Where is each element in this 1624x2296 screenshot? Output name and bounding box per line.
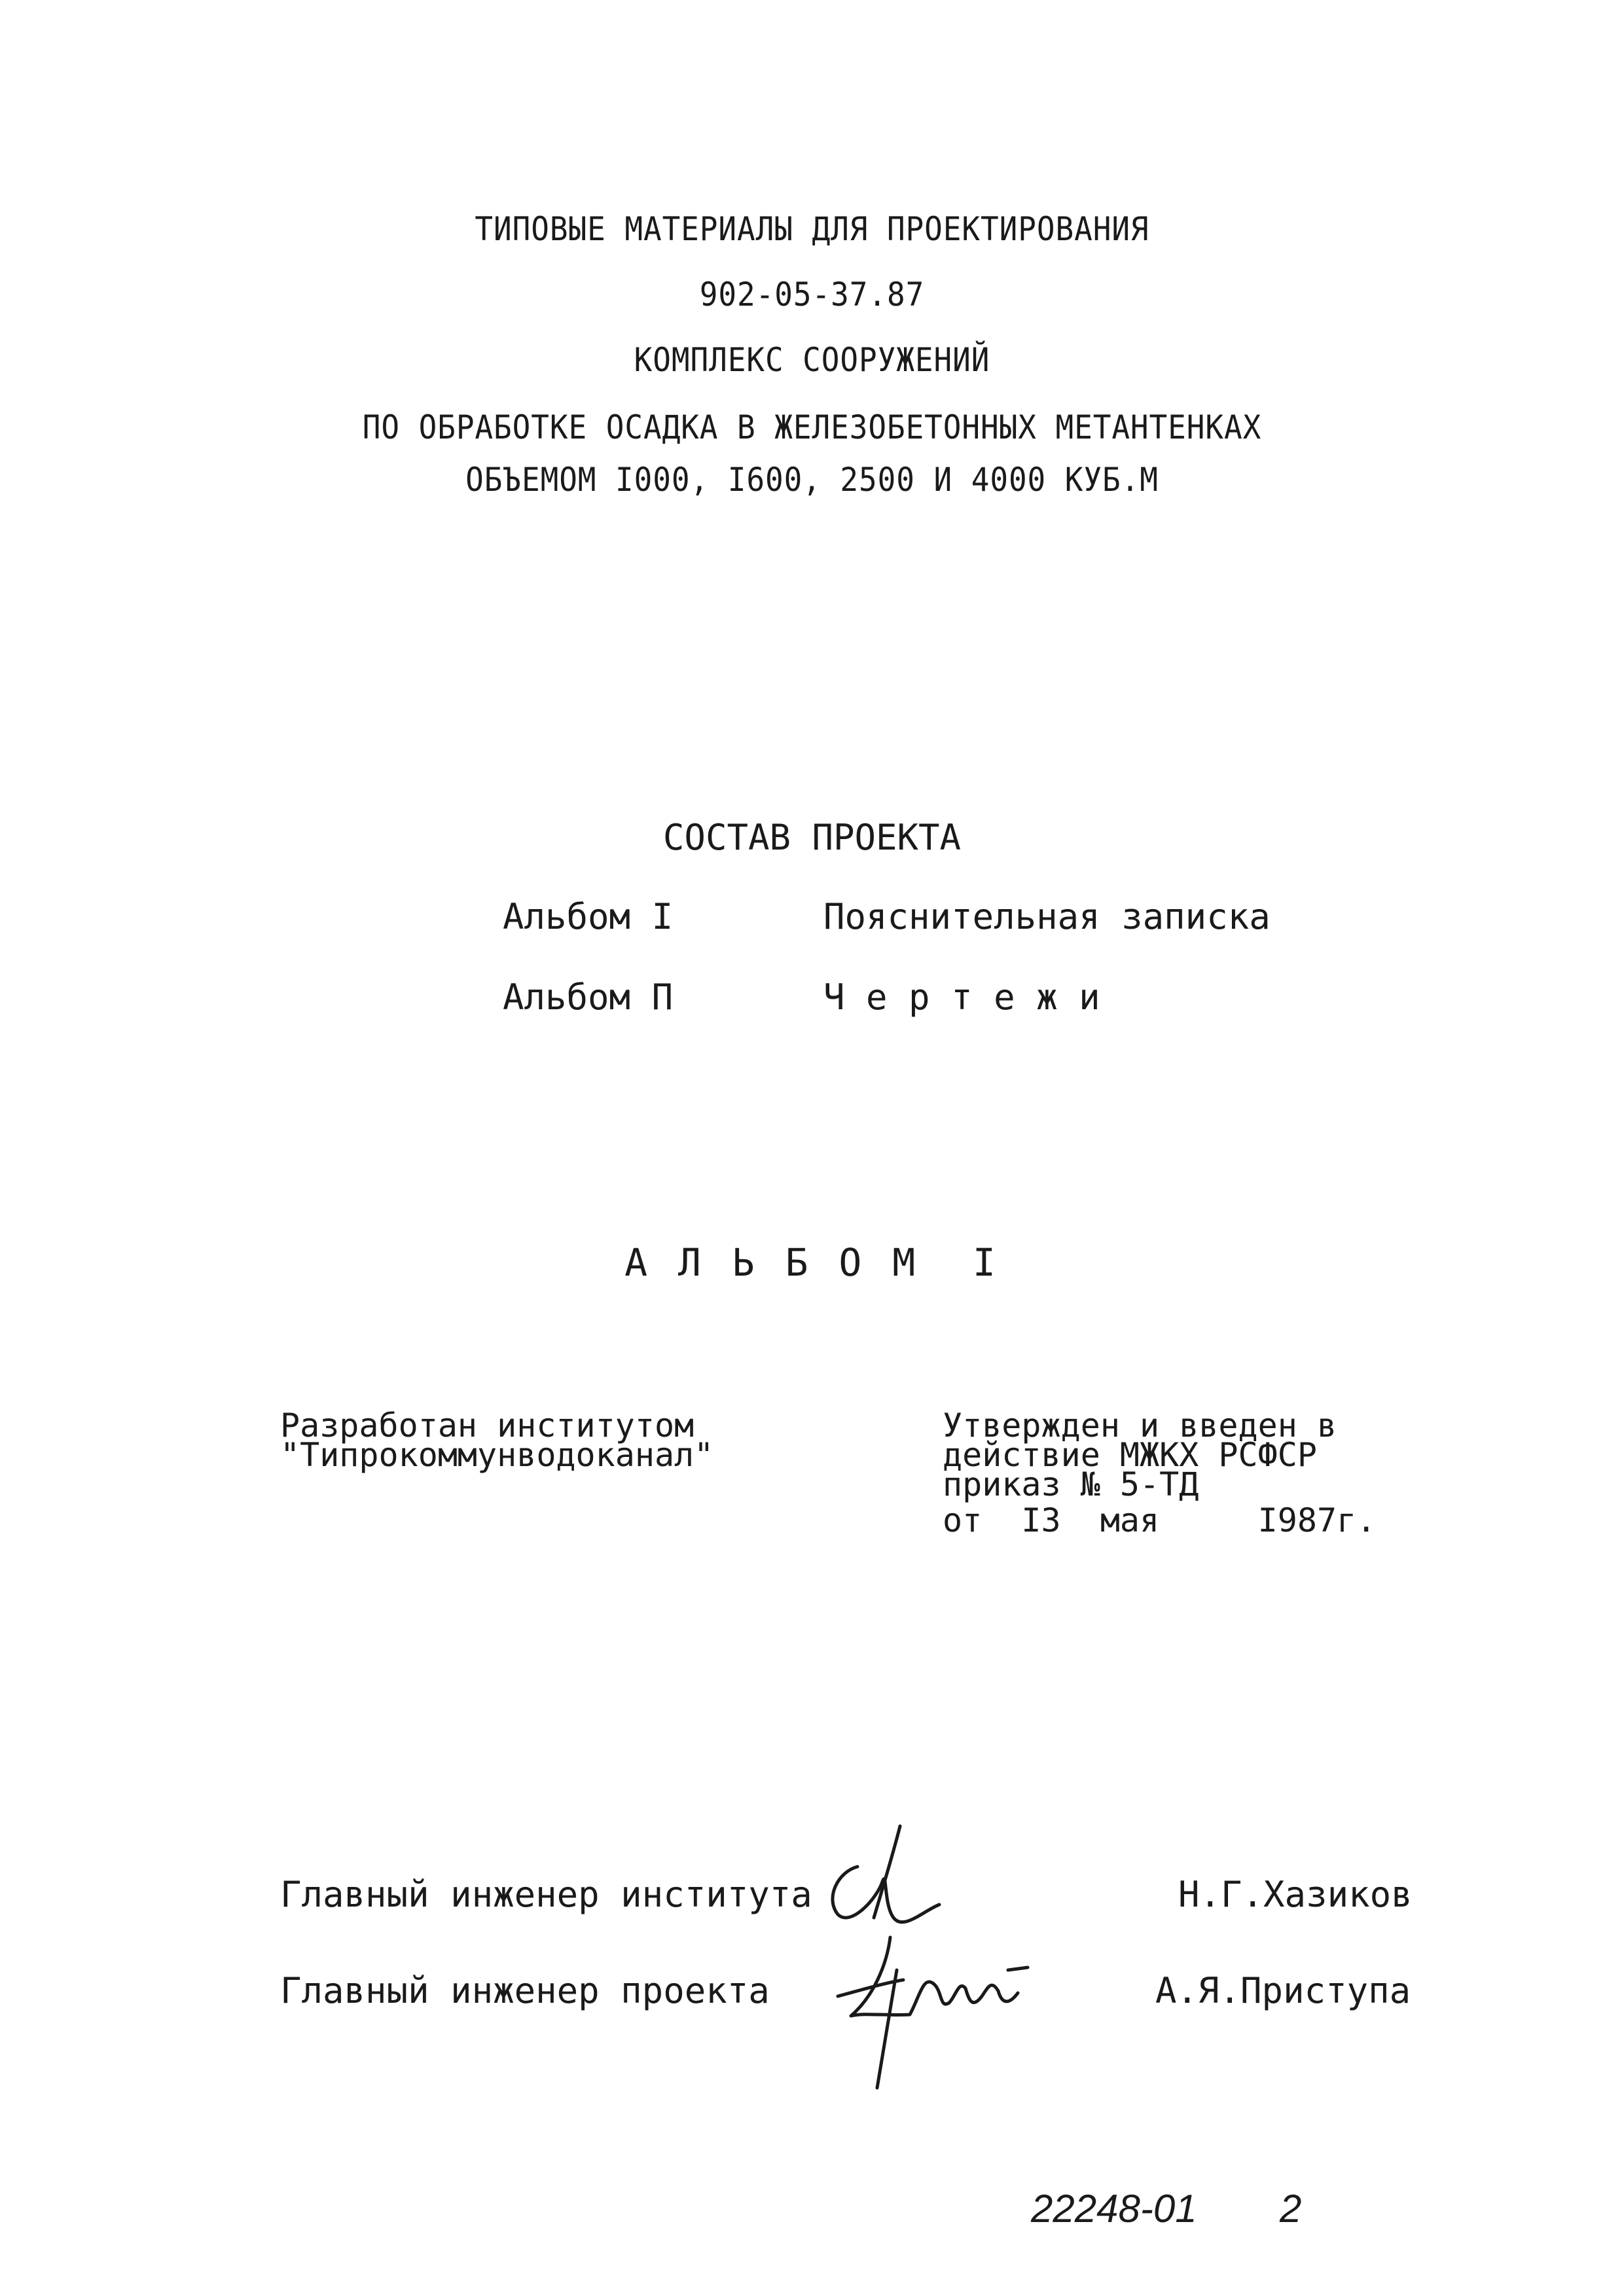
footer-doc-number: 22248-01 (1031, 2187, 1197, 2231)
developed-line-1: Разработан институтом (280, 1407, 695, 1444)
approved-line-2: действие МЖКХ РСФСР (943, 1436, 1317, 1474)
album-2-name: Альбом П (503, 977, 674, 1018)
header-subject: ПО ОБРАБОТКЕ ОСАДКА В ЖЕЛЕЗОБЕТОННЫХ МЕТАНТЕНКАХ (362, 408, 1262, 446)
composition-title: СОСТАВ ПРОЕКТА (662, 817, 962, 858)
signature-role-1: Главный инженер института (280, 1874, 812, 1915)
handwritten-signatures (812, 1820, 1087, 2094)
header-title: ТИПОВЫЕ МАТЕРИАЛЫ ДЛЯ ПРОЕКТИРОВАНИЯ (475, 210, 1149, 248)
developed-line-2: "Типрокоммунводоканал" (280, 1436, 714, 1474)
header-volumes: ОБЪЕМОМ I000, I600, 2500 И 4000 КУБ.М (465, 461, 1159, 499)
approved-line-3: приказ № 5-ТД (943, 1465, 1199, 1503)
album-1-content: Пояснительная записка (823, 896, 1271, 937)
footer-page-number: 2 (1280, 2187, 1302, 2231)
album-2-content: Ч е р т е ж и (823, 977, 1100, 1018)
signature-name-2: А.Я.Приступа (1155, 1970, 1411, 2011)
album-title: А Л Ь Б О М I (624, 1240, 1000, 1285)
signature-2-stroke (838, 1937, 1018, 2016)
signature-2-tail (877, 1970, 897, 2088)
approved-line-4: от I3 мая I987г. (943, 1501, 1377, 1539)
approved-line-1: Утвержден и введен в (943, 1407, 1337, 1444)
header-code: 902-05-37.87 (699, 276, 925, 314)
signature-role-2: Главный инженер проекта (280, 1970, 770, 2011)
signature-2-dash (1008, 1967, 1028, 1970)
album-1-name: Альбом I (503, 896, 674, 937)
signature-name-1: Н.Г.Хазиков (1178, 1874, 1413, 1915)
header-complex: КОМПЛЕКС СООРУЖЕНИЙ (634, 341, 990, 379)
